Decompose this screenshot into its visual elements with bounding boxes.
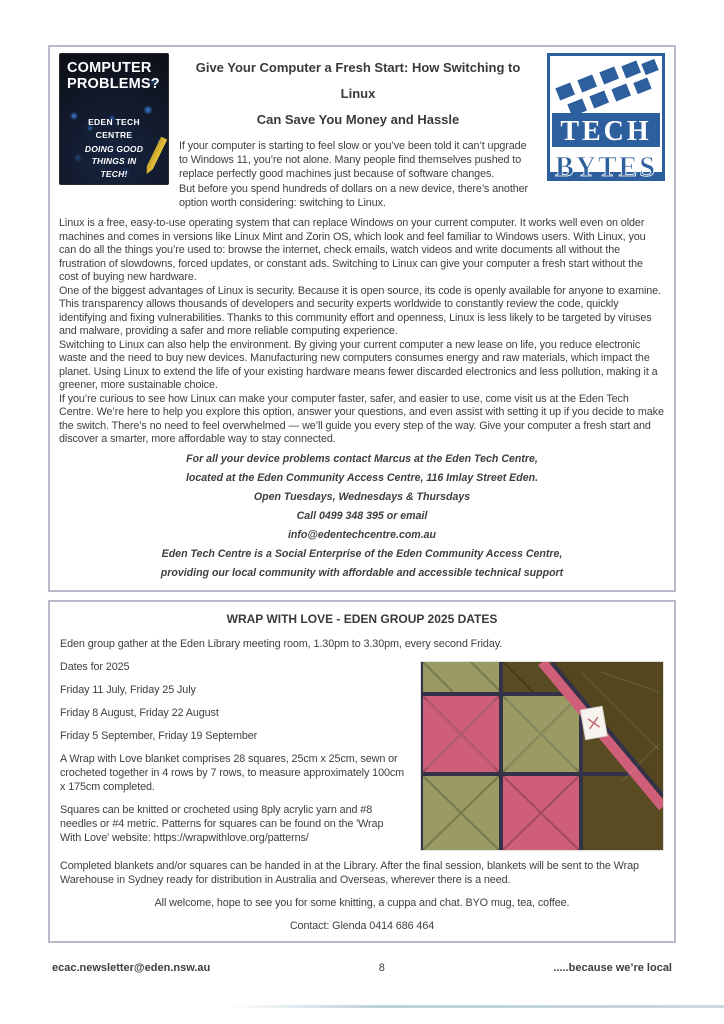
linux-article-section	[48, 45, 676, 592]
article-body	[59, 217, 665, 447]
wrap-dates-label: Dates for 2025	[60, 660, 130, 673]
article-header-center	[177, 53, 539, 210]
article-title	[179, 55, 537, 133]
contact-line: Eden Tech Centre is a Social Enterprise of the Eden Community Access Centre,	[161, 547, 563, 560]
wrap-completed-paragraph: Completed blankets and/or squares can be handed in at the Library. After the final session, blankets will be sent to the Wrap Warehouse in Sydney ready for distribution in Australia and Overseas, wherever there is a need.	[60, 859, 639, 886]
wrap-date-line: Friday 5 September, Friday 19 September	[60, 729, 258, 742]
contact-line: located at the Eden Community Access Centre, 116 Imlay Street Eden.	[185, 471, 539, 484]
wrap-with-love-section	[48, 600, 676, 943]
article-title-line2: Can Save You Money and Hassle	[256, 112, 460, 127]
wrap-section-title: WRAP WITH LOVE - EDEN GROUP 2025 DATES	[226, 611, 498, 626]
wrap-welcome-line: All welcome, hope to see you for some knitting, a cuppa and chat. BYO mug, tea, coffee.	[154, 896, 570, 909]
footer-tagline: .....because we’re local	[553, 962, 672, 974]
scan-artifact-line	[230, 1005, 724, 1008]
wrap-squares-paragraph: Squares can be knitted or crocheted using 8ply acrylic yarn and #8 needles or #4 metric. Patterns for squares can be found on the 'Wrap With Love' website: https://wrapwithlove.org/patterns/	[60, 803, 384, 844]
logo-word-tech: TECH	[560, 116, 652, 147]
wrap-date-line: Friday 8 August, Friday 22 August	[60, 706, 219, 719]
footer-email: ecac.newsletter@eden.nsw.au	[52, 962, 211, 974]
tech-bytes-logo	[547, 53, 665, 181]
wrap-intro: Eden group gather at the Eden Library meeting room, 1.30pm to 3.30pm, every second Friday.	[60, 637, 503, 650]
article-title-line1: Give Your Computer a Fresh Start: How Switching to Linux	[195, 60, 521, 101]
wrap-blanket-paragraph: A Wrap with Love blanket comprises 28 squares, 25cm x 25cm, sewn or crocheted together in 4 rows by 7 rows, to measure approximately 100cm x 175cm completed.	[60, 752, 405, 793]
blanket-label-tag	[580, 706, 607, 739]
footer-page-number: 8	[378, 962, 385, 974]
contact-line-phone-email: Call 0499 348 395 or email	[296, 509, 428, 522]
article-paragraph: If you’re curious to see how Linux can make your computer faster, safer, and easier to use, come visit us at the Eden Tech Centre. We’re here to help you explore this option, answer your questions, and even assist with setting it up if you decide to make the switch. There’s no need to feel overwhelmed — we’ll guide you every step of the way. Give your computer a fresh start and discover a smarter, more affordable way to stay connected.	[59, 392, 664, 446]
article-header	[59, 53, 665, 210]
article-paragraph: Switching to Linux can also help the environment. By giving your current computer a new lease on life, you reduce electronic waste and the need to buy new devices. Manufacturing new computers consumes energy and raw materials, which impact the planet. Using Linux to extend the life of your existing hardware means fewer discarded electronics and less pollution, making it a greener, more sustainable choice.	[59, 338, 658, 392]
contact-line: Open Tuesdays, Wednesdays & Thursdays	[253, 490, 471, 503]
promo-org-name: EDEN TECH CENTRE	[88, 117, 140, 140]
wrap-contact-line: Contact: Glenda 0414 686 464	[289, 919, 435, 932]
contact-line: For all your device problems contact Marcus at the Eden Tech Centre,	[186, 452, 538, 465]
article-intro	[179, 139, 537, 210]
wrap-date-line: Friday 11 July, Friday 25 July	[60, 683, 196, 696]
article-paragraph: Linux is a free, easy-to-use operating system that can replace Windows on your current computer. It works well even on older machines and comes in versions like Linux Mint and Zorin OS, which look and feel familiar to Windows users. With Linux, you can do all the things you’re used to: browse the internet, check emails, watch videos and write documents all without the frustration of slowdowns, forced updates, or constant ads. Switching to Linux can give your computer a fresh start without the cost of buying new hardware.	[59, 217, 646, 284]
logo-word-bytes: BYTES	[555, 152, 657, 181]
computer-problems-promo-image	[59, 53, 169, 185]
intro-paragraph: But before you spend hundreds of dollars on a new device, there’s another option worth considering: switching to Linux.	[179, 182, 529, 209]
pencil-icon	[144, 136, 168, 175]
promo-tagline: DOING GOOD THINGS IN TECH!	[84, 143, 144, 179]
page-footer	[0, 962, 724, 974]
contact-line-email-address: info@edentechcentre.com.au	[287, 528, 437, 541]
tech-centre-contact-block	[59, 453, 665, 580]
article-paragraph: One of the biggest advantages of Linux is security. Because it is open source, its code is openly available for anyone to examine. This transparency allows thousands of developers and security experts worldwide to constantly review the code, quickly identifying and fixing vulnerabilities. Thanks to this community effort and openness, Linux is less likely to be targeted by viruses and malware, providing a safer and more reliable computing experience.	[59, 284, 661, 338]
crochet-blanket-photo	[420, 661, 664, 851]
contact-line: providing our local community with affordable and accessible technical support	[160, 566, 564, 579]
promo-title: COMPUTER PROBLEMS?	[67, 60, 160, 92]
intro-paragraph: If your computer is starting to feel slow or you’ve been told it can’t upgrade to Windows 11, you’re not alone. Many people find themselves pushed to replace perfectly good machines just because of software changes.	[179, 140, 527, 181]
